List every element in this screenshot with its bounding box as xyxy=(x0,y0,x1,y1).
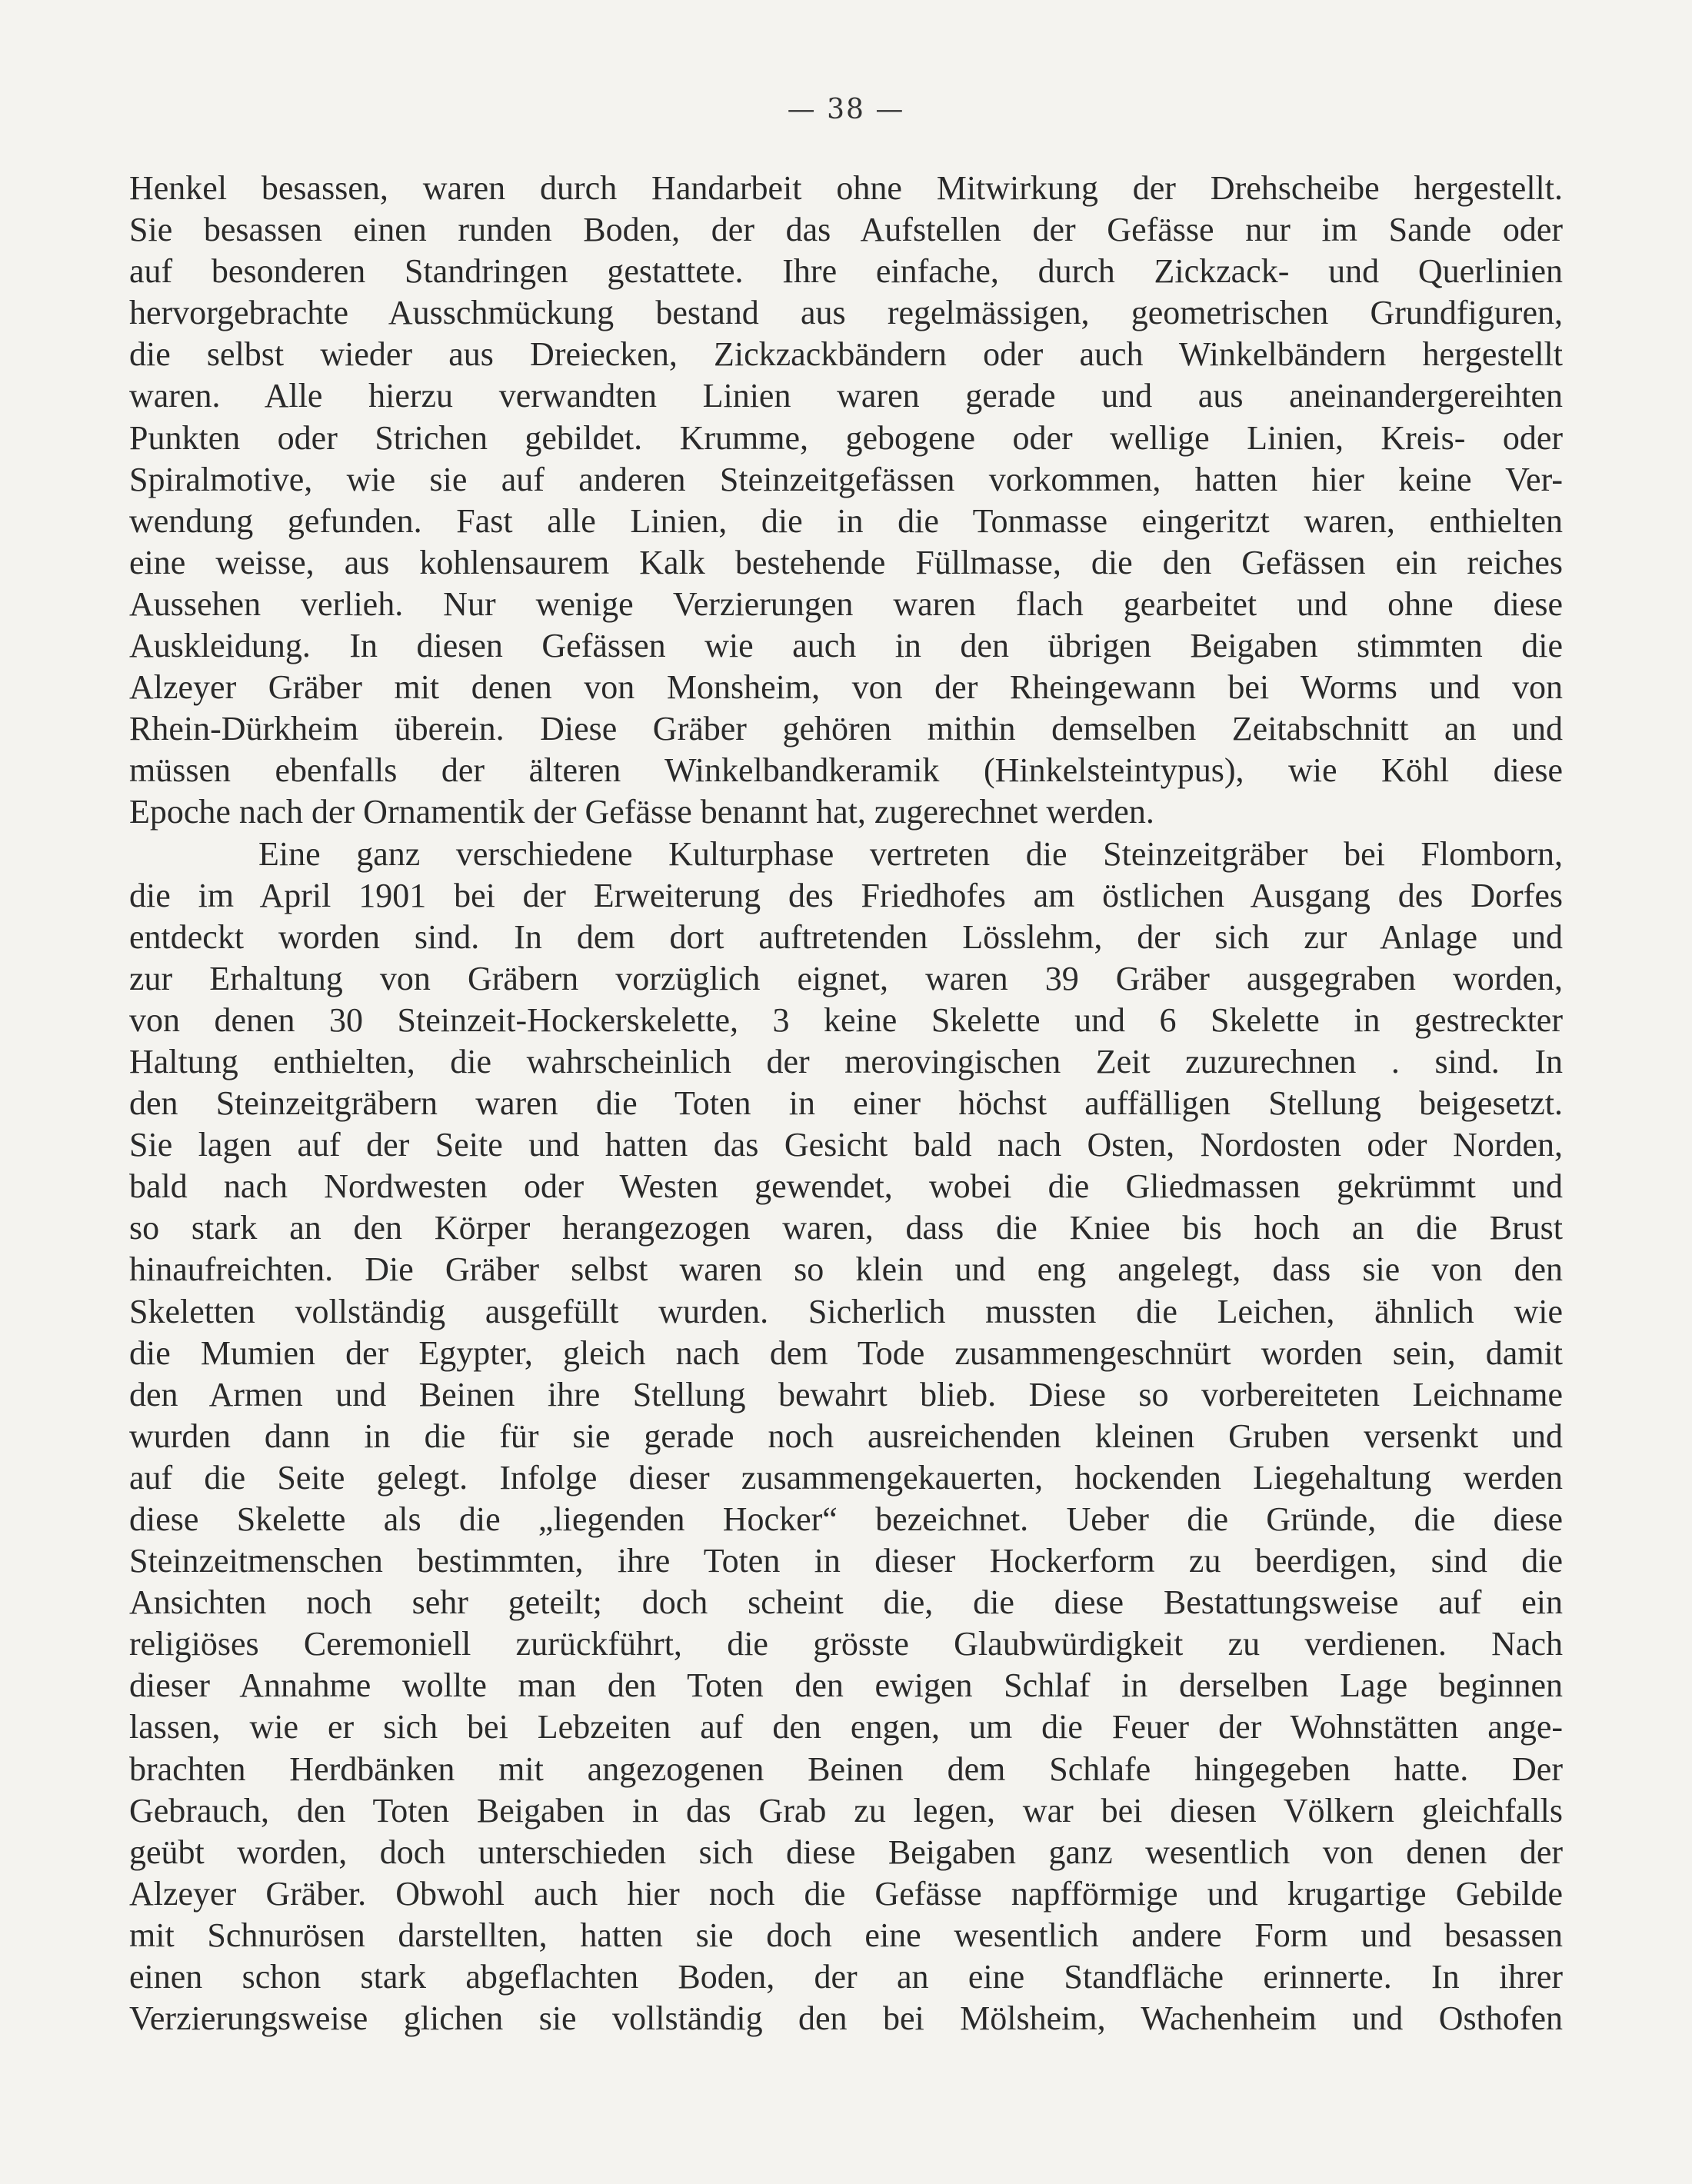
text-line: Steinzeitmenschen bestimmten, ihre Toten in dieser Hockerform zu beerdigen, sind die xyxy=(129,1542,1563,1580)
text-line: Eine ganz verschiedene Kulturphase vertreten die Steinzeitgräber bei Flomborn, xyxy=(258,834,1563,873)
text-line: geübt worden, doch unterschieden sich diese Beigaben ganz wesentlich von denen der xyxy=(129,1833,1563,1871)
text-line: entdeckt worden sind. In dem dort auftretenden Lösslehm, der sich zur Anlage und xyxy=(129,917,1563,956)
text-line: lassen, wie er sich bei Lebzeiten auf den engen, um die Feuer der Wohnstätten ange- xyxy=(129,1708,1563,1746)
text-line: müssen ebenfalls der älteren Winkelbandkeramik (Hinkelsteintypus), wie Köhl diese xyxy=(129,751,1563,790)
text-line: hinaufreichten. Die Gräber selbst waren so klein und eng angelegt, dass sie von den xyxy=(129,1250,1563,1289)
text-line: Rhein-Dürkheim überein. Diese Gräber gehören mithin demselben Zeitabschnitt an und xyxy=(129,710,1563,748)
text-line: Sie lagen auf der Seite und hatten das Gesicht bald nach Osten, Nordosten oder Norden, xyxy=(129,1126,1563,1164)
text-line: dieser Annahme wollte man den Toten den ewigen Schlaf in derselben Lage beginnen xyxy=(129,1666,1563,1705)
text-line: Skeletten vollständig ausgefüllt wurden. Sicherlich mussten die Leichen, ähnlich wie xyxy=(129,1292,1563,1330)
text-line: einen schon stark abgeflachten Boden, der an eine Standfläche erinnerte. In ihrer xyxy=(129,1958,1563,1996)
text-line: zur Erhaltung von Gräbern vorzüglich eignet, waren 39 Gräber ausgegraben worden, xyxy=(129,959,1563,997)
text-line: den Steinzeitgräbern waren die Toten in einer höchst auffälligen Stellung beigesetzt. xyxy=(129,1084,1563,1123)
text-line: mit Schnurösen darstellten, hatten sie doch eine wesentlich andere Form und besassen xyxy=(129,1916,1563,1954)
text-line: Alzeyer Gräber. Obwohl auch hier noch die Gefässe napfförmige und krugartige Gebilde xyxy=(129,1874,1563,1913)
text-line: von denen 30 Steinzeit-Hockerskelette, 3 keine Skelette und 6 Skelette in gestreckter xyxy=(129,1000,1563,1039)
text-line: Haltung enthielten, die wahrscheinlich der merovingischen Zeit zuzurechnen . sind. In xyxy=(129,1042,1563,1080)
text-line: diese Skelette als die „liegenden Hocker“ bezeichnet. Ueber die Gründe, die diese xyxy=(129,1500,1563,1538)
text-line: Sie besassen einen runden Boden, der das Aufstellen der Gefässe nur im Sande oder xyxy=(129,211,1563,249)
text-line: eine weisse, aus kohlensaurem Kalk bestehende Füllmasse, die den Gefässen ein reiches xyxy=(129,543,1563,581)
text-line: Aussehen verlieh. Nur wenige Verzierungen waren flach gearbeitet und ohne diese xyxy=(129,584,1563,623)
text-line: bald nach Nordwesten oder Westen gewendet, wobei die Gliedmassen gekrümmt und xyxy=(129,1167,1563,1206)
text-line: die Mumien der Egypter, gleich nach dem Tode zusammengeschnürt worden sein, damit xyxy=(129,1333,1563,1372)
text-line: wendung gefunden. Fast alle Linien, die in die Tonmasse eingeritzt waren, enthielten xyxy=(129,501,1563,540)
text-line: Gebrauch, den Toten Beigaben in das Grab zu legen, war bei diesen Völkern gleichfalls xyxy=(129,1791,1563,1829)
text-line: hervorgebrachte Ausschmückung bestand aus regelmässigen, geometrischen Grundfiguren, xyxy=(129,294,1563,332)
text-line: Epoche nach der Ornamentik der Gefässe benannt hat, zugerechnet werden. xyxy=(129,793,1154,831)
text-line: wurden dann in die für sie gerade noch ausreichenden kleinen Gruben versenkt und xyxy=(129,1417,1563,1455)
text-line: die selbst wieder aus Dreiecken, Zickzackbändern oder auch Winkelbändern hergestellt xyxy=(129,335,1563,374)
text-line: Henkel besassen, waren durch Handarbeit ohne Mitwirkung der Drehscheibe hergestellt. xyxy=(129,169,1563,207)
text-line: Verzierungsweise glichen sie vollständig den bei Mölsheim, Wachenheim und Osthofen xyxy=(129,1999,1563,2038)
text-line: Alzeyer Gräber mit denen von Monsheim, von der Rheingewann bei Worms und von xyxy=(129,668,1563,707)
text-line: waren. Alle hierzu verwandten Linien waren gerade und aus aneinandergereihten xyxy=(129,377,1563,415)
text-line: Auskleidung. In diesen Gefässen wie auch in den übrigen Beigaben stimmten die xyxy=(129,627,1563,665)
text-line: Spiralmotive, wie sie auf anderen Steinzeitgefässen vorkommen, hatten hier keine Ver- xyxy=(129,460,1563,498)
page-number: — 38 — xyxy=(787,94,905,125)
text-line: Punkten oder Strichen gebildet. Krumme, gebogene oder wellige Linien, Kreis- oder xyxy=(129,418,1563,457)
body-text xyxy=(129,168,1563,2039)
text-line: den Armen und Beinen ihre Stellung bewahrt blieb. Diese so vorbereiteten Leichname xyxy=(129,1375,1563,1413)
text-line: so stark an den Körper herangezogen waren, dass die Kniee bis hoch an die Brust xyxy=(129,1209,1563,1247)
text-line: Ansichten noch sehr geteilt; doch scheint die, die diese Bestattungsweise auf ein xyxy=(129,1583,1563,1622)
text-line: brachten Herdbänken mit angezogenen Beinen dem Schlafe hingegeben hatte. Der xyxy=(129,1750,1563,1788)
text-line: auf besonderen Standringen gestattete. Ihre einfache, durch Zickzack- und Querlinien xyxy=(129,252,1563,291)
text-line: religiöses Ceremoniell zurückführt, die grösste Glaubwürdigkeit zu verdienen. Nach xyxy=(129,1625,1563,1663)
text-line: die im April 1901 bei der Erweiterung des Friedhofes am östlichen Ausgang des Dorfes xyxy=(129,876,1563,914)
text-line: auf die Seite gelegt. Infolge dieser zusammengekauerten, hockenden Liegehaltung werden xyxy=(129,1458,1563,1497)
